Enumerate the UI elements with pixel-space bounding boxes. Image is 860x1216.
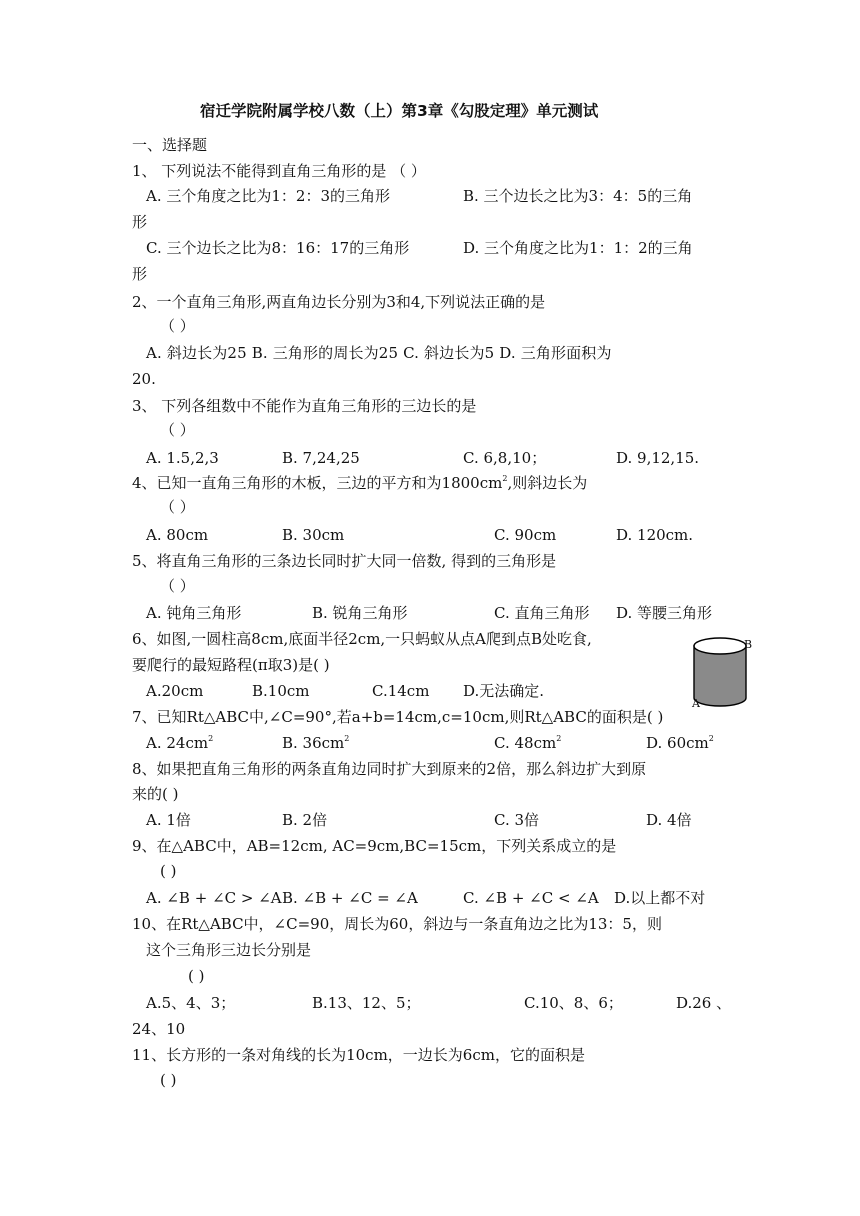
question-2-options: A. 斜边长为25 B. 三角形的周长为25 C. 斜边长为5 D. 三角形面积为 <box>146 344 612 362</box>
question-9-option-b: B. ∠B + ∠C = ∠A <box>282 889 418 907</box>
question-6-option-a: A.20cm <box>146 682 204 700</box>
point-b-label: B <box>744 638 753 651</box>
question-1-option-b: B. 三个边长之比为3：4：5的三角 <box>463 187 693 205</box>
question-2-options-wrap: 20. <box>132 370 156 388</box>
question-11-stem: 11、长方形的一条对角线的长为10cm，一边长为6cm，它的面积是 <box>132 1046 585 1064</box>
question-8-option-b: B. 2倍 <box>282 811 328 829</box>
question-10-stem: 10、在Rt△ABC中，∠C=90，周长为60，斜边与一条直角边之比为13：5，则 <box>132 915 662 933</box>
question-4-option-c: C. 90cm <box>494 526 557 544</box>
question-3-option-b: B. 7,24,25 <box>282 449 360 467</box>
question-10-option-d: D.26 、 <box>676 994 732 1012</box>
question-5-stem: 5、将直角三角形的三条边长同时扩大同一倍数, 得到的三角形是 <box>132 552 557 570</box>
question-10-option-b: B.13、12、5； <box>312 994 421 1012</box>
question-3-stem: 3、 下列各组数中不能作为直角三角形的三边长的是 <box>132 397 477 415</box>
question-5-option-d: D. 等腰三角形 <box>616 604 713 622</box>
question-5-paren: （ ） <box>160 577 195 595</box>
question-1-option-c: C. 三个边长之比为8：16：17的三角形 <box>146 239 410 257</box>
question-4-option-a: A. 80cm <box>146 526 209 544</box>
question-8-option-d: D. 4倍 <box>646 811 692 829</box>
question-11-paren: ( ) <box>160 1071 177 1089</box>
question-7-option-d: D. $60cm^2$ <box>646 734 714 752</box>
question-7-option-a: A. $24cm^2$ <box>146 734 214 752</box>
page-title: 宿迁学院附属学校八数（上）第3章《勾股定理》单元测试 <box>200 102 599 120</box>
question-8-stem-wrap: 来的( ) <box>132 785 179 803</box>
question-10-option-a: A.5、4、3； <box>146 994 236 1012</box>
question-9-stem: 9、在△ABC中，AB=12cm, AC=9cm,BC=15cm，下列关系成立的是 <box>132 837 617 855</box>
question-1-option-d-wrap: 形 <box>132 265 148 283</box>
question-10-stem-line2: 这个三角形三边长分别是 <box>146 941 312 959</box>
question-6-option-c: C.14cm <box>372 682 430 700</box>
question-1-option-a: A. 三个角度之比为1：2：3的三角形 <box>146 187 391 205</box>
point-a-label: A <box>692 697 700 710</box>
question-4-option-b: B. 30cm <box>282 526 345 544</box>
question-7-option-b: B. $36cm^2$ <box>282 734 350 752</box>
section-heading: 一、选择题 <box>132 136 208 154</box>
question-5-option-a: A. 钝角三角形 <box>146 604 242 622</box>
question-9-option-d: D.以上都不对 <box>614 889 706 907</box>
question-8-stem: 8、如果把直角三角形的两条直角边同时扩大到原来的2倍，那么斜边扩大到原 <box>132 760 647 778</box>
question-10-option-c: C.10、8、6； <box>524 994 623 1012</box>
question-3-option-d: D. 9,12,15. <box>616 449 700 467</box>
question-2-stem: 2、一个直角三角形,两直角边长分别为3和4,下列说法正确的是 <box>132 293 546 311</box>
question-1-option-b-wrap: 形 <box>132 213 148 231</box>
question-10-paren: ( ) <box>188 967 205 985</box>
question-7-stem: 7、已知Rt△ABC中,∠C=90°,若a+b=14cm,c=10cm,则Rt△ABC的面积是( ) <box>132 708 664 726</box>
question-6-option-d: D.无法确定. <box>463 682 545 700</box>
question-9-paren: ( ) <box>160 862 177 880</box>
question-5-option-b: B. 锐角三角形 <box>312 604 408 622</box>
question-1-option-d: D. 三个角度之比为1：1：2的三角 <box>463 239 693 257</box>
question-1-stem: 1、 下列说法不能得到直角三角形的是 （ ） <box>132 162 426 180</box>
question-4-stem: 4、已知一直角三角形的木板，三边的平方和为$1800cm^2$,则斜边长为 <box>132 474 588 492</box>
question-10-option-d-wrap: 24、10 <box>132 1020 186 1038</box>
question-4-option-d: D. 120cm. <box>616 526 694 544</box>
question-9-option-c: C. ∠B + ∠C < ∠A <box>463 889 599 907</box>
question-5-option-c: C. 直角三角形 <box>494 604 590 622</box>
question-6-stem-line2: 要爬行的最短路程(π取3)是( ) <box>132 656 330 674</box>
question-6-option-b: B.10cm <box>252 682 310 700</box>
question-9-option-a: A. ∠B + ∠C > ∠A <box>146 889 282 907</box>
question-6-stem-line1: 6、如图,一圆柱高8cm,底面半径2cm,一只蚂蚁从点A爬到点B处吃食, <box>132 630 592 648</box>
question-4-paren: （ ） <box>160 498 195 516</box>
question-3-option-a: A. 1.5,2,3 <box>146 449 219 467</box>
question-8-option-c: C. 3倍 <box>494 811 540 829</box>
question-3-option-c: C. 6,8,10； <box>463 449 547 467</box>
question-8-option-a: A. 1倍 <box>146 811 191 829</box>
question-7-option-c: C. $48cm^2$ <box>494 734 562 752</box>
question-3-paren: （ ） <box>160 421 195 439</box>
question-2-paren: （ ） <box>160 317 195 335</box>
